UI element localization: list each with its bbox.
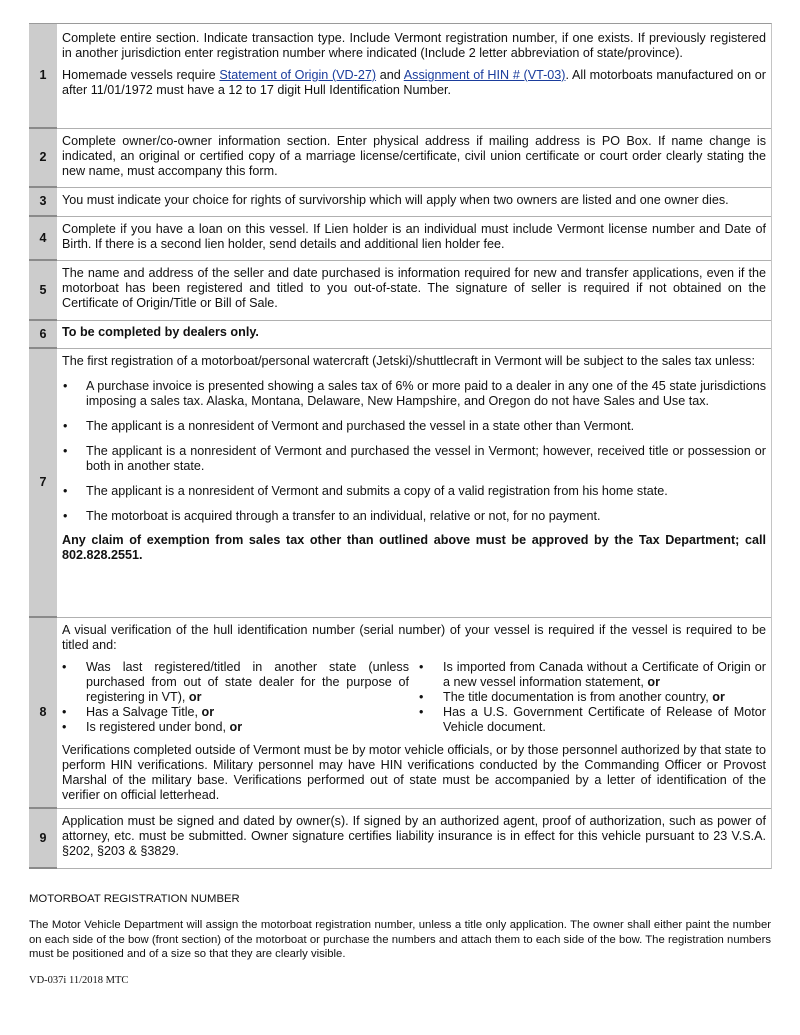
instruction-text: The name and address of the seller and date purchased is information required for new and transfer applications, even if the motorboat has been registered and titled to you out-of-state. The signature of seller is required if not obtained on the Certificate of Origin/Title or Bill of Sale.: [62, 266, 766, 310]
row-number: 6: [29, 321, 57, 349]
row-content: [57, 809, 771, 868]
hin-condition: • The title documentation is from another country, or: [419, 690, 766, 705]
exemption-item: • The motorboat is acquired through a transfer to an individual, relative or not, for no payment.: [62, 509, 766, 524]
instruction-text: Homemade vessels require Statement of Origin (VD-27) and Assignment of HIN # (VT-03). All motorboats manufactured on or after 11/01/1972 must have a 12 to 17 digit Hull Identification Number.: [62, 68, 766, 97]
instruction-text: Complete if you have a loan on this vessel. If Lien holder is an individual must include Vermont license number and Date of Birth. If there is a second lien holder, send details and additional lien holder fee.: [62, 222, 766, 251]
hin-conditions-right: [419, 660, 766, 735]
instruction-row-6: [29, 321, 771, 349]
statement-of-origin-link[interactable]: Statement of Origin (VD-27): [219, 68, 377, 82]
hin-condition: • Is imported from Canada without a Certificate of Origin or a new vessel information statement, or: [419, 660, 766, 690]
row-number: 5: [29, 261, 57, 321]
hin-verification-intro: A visual verification of the hull identification number (serial number) of your vessel is required if the vessel is required to be titled and:: [62, 623, 766, 652]
hin-conditions-left: [62, 660, 409, 735]
instruction-text: To be completed by dealers only.: [62, 325, 259, 339]
instruction-row-3: [29, 188, 771, 217]
instruction-text: You must indicate your choice for rights of survivorship which will apply when two owners are listed and one owner dies.: [62, 193, 729, 207]
row-number: 1: [29, 24, 57, 129]
exemption-item: • The applicant is a nonresident of Vermont and submits a copy of a valid registration from his home state.: [62, 484, 766, 499]
exemption-list: [62, 379, 766, 524]
row-content: [57, 261, 771, 320]
instructions-table: [29, 23, 772, 869]
exemption-item: • The applicant is a nonresident of Vermont and purchased the vessel in Vermont; however, received title or possession or both in another state.: [62, 444, 766, 474]
row-content: [57, 618, 771, 808]
instruction-row-4: [29, 217, 771, 261]
assignment-of-hin-link[interactable]: Assignment of HIN # (VT-03): [403, 68, 566, 82]
row-number: 4: [29, 217, 57, 261]
row-content: [57, 321, 771, 348]
section-title: MOTORBOAT REGISTRATION NUMBER: [29, 893, 240, 905]
instruction-row-8: [29, 618, 771, 809]
row-content: [57, 217, 771, 260]
row-number: 7: [29, 349, 57, 618]
exemption-item: • The applicant is a nonresident of Vermont and purchased the vessel in a state other than Vermont.: [62, 419, 766, 434]
hin-condition: • Was last registered/titled in another state (unless purchased from out of state dealer for the purpose of registering in VT), or: [62, 660, 409, 705]
instruction-row-1: [29, 24, 771, 129]
instruction-row-5: [29, 261, 771, 321]
exemption-item: • A purchase invoice is presented showing a sales tax of 6% or more paid to a dealer in any one of the 45 state jurisdictions imposing a sales tax. Alaska, Montana, Delaware, New Hampshire, and Oregon do not have Sales and Use tax.: [62, 379, 766, 409]
form-id: VD-037i 11/2018 MTC: [29, 975, 129, 986]
instruction-row-7: [29, 349, 771, 618]
hin-conditions: [62, 660, 766, 735]
row-content: [57, 188, 771, 216]
row-content: [57, 129, 771, 187]
row-number: 8: [29, 618, 57, 809]
hin-verification-closing: Verifications completed outside of Vermont must be by motor vehicle officials, or by those personnel authorized by that state to perform HIN verifications. Military personnel may have HIN verifications conducted by the Commanding Officer or Provost Marshal of the military base. Verifications performed out of state must be accompanied by a letter of identification of the verifier on official letterhead.: [62, 743, 766, 802]
instruction-text: Application must be signed and dated by owner(s). If signed by an authorized agent, proof of authorization, such as power of attorney, etc. must be submitted. Owner signature certifies liability insurance is in effect for this vehicle pursuant to 23 V.S.A. §202, §203 & §3829.: [62, 814, 766, 858]
row-number: 3: [29, 188, 57, 217]
sales-tax-intro: The first registration of a motorboat/personal watercraft (Jetski)/shuttlecraft in Vermont will be subject to the sales tax unless:: [62, 354, 755, 368]
row-number: 2: [29, 129, 57, 188]
section-body: The Motor Vehicle Department will assign the motorboat registration number, unless a title only application. The owner shall either paint the number on each side of the bow (front section) of the motorboat or purchase the numbers and attach them to each side of the bow. The registration numbers must be positioned and of a size so that they are clearly visible.: [29, 919, 771, 960]
hin-condition: • Has a Salvage Title, or: [62, 705, 409, 720]
row-content: [57, 24, 771, 128]
instruction-text: Complete owner/co-owner information section. Enter physical address if mailing address is PO Box. If name change is indicated, an original or certified copy of a marriage license/certificate, civil union certificate or court order clearly stating the new name, must accompany this form.: [62, 134, 766, 178]
row-content: [57, 349, 771, 617]
hin-condition: • Has a U.S. Government Certificate of Release of Motor Vehicle document.: [419, 705, 766, 735]
instruction-row-9: [29, 809, 771, 869]
row-number: 9: [29, 809, 57, 869]
hin-condition: • Is registered under bond, or: [62, 720, 409, 735]
tax-department-note: Any claim of exemption from sales tax other than outlined above must be approved by the Tax Department; call 802.828.2551.: [62, 533, 766, 562]
instruction-row-2: [29, 129, 771, 188]
instruction-text: Complete entire section. Indicate transaction type. Include Vermont registration number, if one exists. If previously registered in another jurisdiction enter registration number where indicated (Include 2 letter abbreviation of state/province).: [62, 31, 766, 60]
